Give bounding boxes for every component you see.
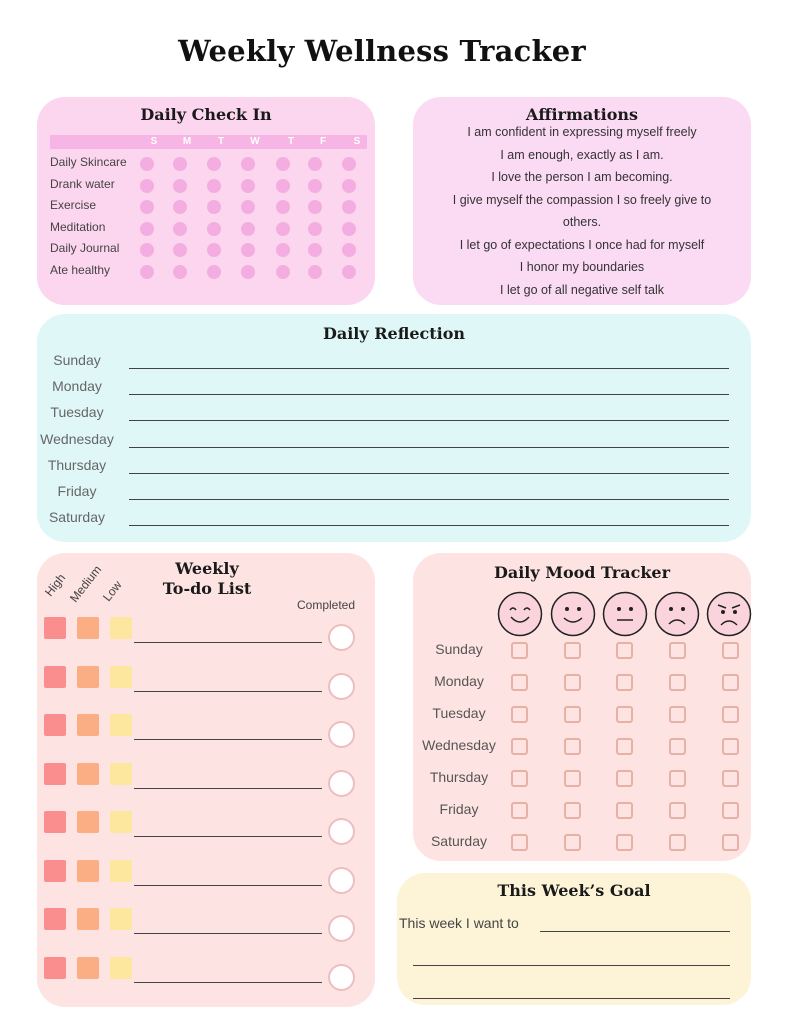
habit-check-dot[interactable] (308, 179, 322, 193)
mood-checkbox[interactable] (616, 674, 633, 691)
completed-circle[interactable] (328, 673, 355, 700)
reflection-write-line[interactable] (129, 368, 729, 369)
habit-check-dot[interactable] (308, 222, 322, 236)
day-header-bar (50, 135, 367, 149)
habit-check-dot[interactable] (173, 157, 187, 171)
habit-check-dot[interactable] (207, 179, 221, 193)
mood-day-label: Friday (439, 801, 479, 817)
affirmations-panel (413, 97, 751, 305)
daily-mood-tracker-panel (413, 553, 751, 861)
day-letter: W (250, 136, 260, 147)
habit-check-dot[interactable] (173, 179, 187, 193)
habit-label: Drank water (50, 176, 115, 191)
goal-write-line[interactable] (413, 998, 730, 999)
completed-circle[interactable] (328, 770, 355, 797)
habit-label: Ate healthy (50, 262, 111, 277)
mood-checkbox[interactable] (564, 770, 581, 787)
sad-face-icon (654, 591, 700, 637)
priority-box-high[interactable] (44, 811, 66, 833)
priority-label-high: High (41, 570, 69, 599)
habit-check-dot[interactable] (207, 157, 221, 171)
todo-write-line[interactable] (134, 739, 322, 740)
mood-checkbox[interactable] (616, 770, 633, 787)
day-letter: S (353, 136, 361, 147)
mood-checkbox[interactable] (564, 642, 581, 659)
reflection-write-line[interactable] (129, 525, 729, 526)
reflection-day-label: Thursday (47, 456, 107, 473)
mood-checkbox[interactable] (564, 706, 581, 723)
completed-circle[interactable] (328, 915, 355, 942)
weekly-goal-title: This Week’s Goal (497, 881, 651, 900)
mood-checkbox[interactable] (722, 642, 739, 659)
todo-write-line[interactable] (134, 691, 322, 692)
affirmation-line: I am enough, exactly as I am. (500, 147, 664, 162)
happy-face-icon (550, 591, 596, 637)
reflection-write-line[interactable] (129, 394, 729, 395)
priority-box-low[interactable] (110, 957, 132, 979)
mood-checkbox[interactable] (616, 642, 633, 659)
habit-check-dot[interactable] (241, 179, 255, 193)
habit-check-dot[interactable] (140, 243, 154, 257)
mood-tracker-title: Daily Mood Tracker (493, 563, 671, 582)
priority-box-low[interactable] (110, 714, 132, 736)
completed-circle[interactable] (328, 818, 355, 845)
priority-box-high[interactable] (44, 908, 66, 930)
completed-label: Completed (297, 598, 356, 612)
habit-check-dot[interactable] (173, 200, 187, 214)
goal-prompt: This week I want to (399, 915, 519, 931)
day-letter: F (319, 136, 327, 147)
mood-checkbox[interactable] (669, 738, 686, 755)
mood-day-label: Wednesday (422, 737, 496, 753)
priority-box-medium[interactable] (77, 714, 99, 736)
mood-checkbox[interactable] (564, 738, 581, 755)
completed-circle[interactable] (328, 624, 355, 651)
habit-check-dot[interactable] (342, 179, 356, 193)
priority-box-low[interactable] (110, 860, 132, 882)
mood-checkbox[interactable] (616, 802, 633, 819)
habit-check-dot[interactable] (342, 157, 356, 171)
habit-check-dot[interactable] (173, 243, 187, 257)
mood-checkbox[interactable] (722, 802, 739, 819)
priority-box-medium[interactable] (77, 617, 99, 639)
mood-checkbox[interactable] (722, 674, 739, 691)
mood-checkbox[interactable] (669, 706, 686, 723)
reflection-write-line[interactable] (129, 499, 729, 500)
weekly-goal-panel (397, 873, 751, 1005)
habit-check-dot[interactable] (140, 265, 154, 279)
mood-checkbox[interactable] (722, 834, 739, 851)
mood-checkbox[interactable] (511, 802, 528, 819)
habit-check-dot[interactable] (276, 200, 290, 214)
mood-checkbox[interactable] (669, 642, 686, 659)
mood-checkbox[interactable] (511, 834, 528, 851)
mood-checkbox[interactable] (669, 770, 686, 787)
habit-check-dot[interactable] (276, 243, 290, 257)
completed-circle[interactable] (328, 721, 355, 748)
affirmations-title: Affirmations (525, 105, 639, 124)
todo-write-line[interactable] (134, 788, 322, 789)
habit-check-dot[interactable] (241, 265, 255, 279)
priority-box-high[interactable] (44, 666, 66, 688)
smile-face-icon (497, 591, 543, 637)
weekly-todo-panel (37, 553, 375, 1007)
habit-label: Daily Skincare (50, 155, 127, 169)
habit-check-dot[interactable] (207, 243, 221, 257)
completed-circle[interactable] (328, 867, 355, 894)
priority-box-low[interactable] (110, 666, 132, 688)
mood-checkbox[interactable] (511, 706, 528, 723)
priority-box-high[interactable] (44, 957, 66, 979)
habit-check-dot[interactable] (342, 222, 356, 236)
habit-check-dot[interactable] (140, 222, 154, 236)
habit-check-dot[interactable] (308, 243, 322, 257)
mood-checkbox[interactable] (669, 834, 686, 851)
habit-check-dot[interactable] (276, 157, 290, 171)
mood-checkbox[interactable] (616, 738, 633, 755)
priority-box-high[interactable] (44, 617, 66, 639)
reflection-write-line[interactable] (129, 420, 729, 421)
mood-checkbox[interactable] (616, 834, 633, 851)
mood-checkbox[interactable] (722, 706, 739, 723)
todo-write-line[interactable] (134, 642, 322, 643)
priority-box-high[interactable] (44, 860, 66, 882)
day-letter: T (287, 136, 295, 147)
mood-checkbox[interactable] (511, 738, 528, 755)
reflection-day-label: Wednesday (40, 430, 114, 447)
affirmation-line: I honor my boundaries (519, 260, 645, 274)
habit-check-dot[interactable] (207, 265, 221, 279)
habit-check-dot[interactable] (276, 222, 290, 236)
affirmation-line: I love the person I am becoming. (491, 170, 673, 184)
affirmation-line: I let go of expectations I once had for myself (459, 237, 705, 252)
mood-checkbox[interactable] (669, 674, 686, 691)
priority-box-low[interactable] (110, 811, 132, 833)
mood-day-label: Tuesday (432, 705, 486, 721)
habit-check-dot[interactable] (342, 200, 356, 214)
reflection-day-label: Friday (57, 483, 97, 499)
mood-day-label: Monday (434, 673, 484, 689)
priority-box-high[interactable] (44, 714, 66, 736)
completed-circle[interactable] (328, 964, 355, 991)
reflection-day-label: Sunday (53, 352, 101, 368)
habit-check-dot[interactable] (276, 179, 290, 193)
mood-checkbox[interactable] (564, 834, 581, 851)
habit-check-dot[interactable] (207, 200, 221, 214)
habit-check-dot[interactable] (241, 200, 255, 214)
day-letter: T (217, 136, 225, 147)
mood-checkbox[interactable] (669, 802, 686, 819)
affirmation-line: I give myself the compassion I so freely give to (452, 192, 712, 207)
reflection-day-label: Saturday (48, 509, 106, 526)
mood-day-label: Saturday (430, 833, 488, 849)
neutral-face-icon (602, 591, 648, 637)
habit-check-dot[interactable] (140, 179, 154, 193)
todo-write-line[interactable] (134, 982, 322, 983)
goal-write-line[interactable] (413, 965, 730, 966)
habit-check-dot[interactable] (140, 200, 154, 214)
habit-check-dot[interactable] (276, 265, 290, 279)
reflection-write-line[interactable] (129, 473, 729, 474)
priority-box-medium[interactable] (77, 957, 99, 979)
angry-face-icon (706, 591, 752, 637)
habit-check-dot[interactable] (173, 222, 187, 236)
habit-check-dot[interactable] (308, 157, 322, 171)
todo-write-line[interactable] (134, 933, 322, 934)
daily-check-in-panel (37, 97, 375, 305)
reflection-day-label: Tuesday (50, 404, 104, 421)
habit-check-dot[interactable] (241, 222, 255, 236)
daily-reflection-title: Daily Reflection (322, 324, 466, 343)
mood-checkbox[interactable] (616, 706, 633, 723)
priority-box-high[interactable] (44, 763, 66, 785)
affirmation-line: I am confident in expressing myself freely (467, 125, 697, 139)
mood-checkbox[interactable] (511, 642, 528, 659)
priority-box-medium[interactable] (77, 811, 99, 833)
daily-check-in-title: Daily Check In (140, 105, 272, 124)
priority-box-low[interactable] (110, 763, 132, 785)
priority-label-medium: Medium (66, 562, 105, 605)
priority-box-low[interactable] (110, 908, 132, 930)
priority-box-medium[interactable] (77, 908, 99, 930)
habit-check-dot[interactable] (342, 265, 356, 279)
habit-label: Exercise (50, 198, 97, 212)
habit-check-dot[interactable] (308, 200, 322, 214)
priority-box-medium[interactable] (77, 666, 99, 688)
habit-check-dot[interactable] (173, 265, 187, 279)
priority-box-medium[interactable] (77, 763, 99, 785)
habit-check-dot[interactable] (241, 157, 255, 171)
priority-box-medium[interactable] (77, 860, 99, 882)
mood-day-label: Thursday (429, 769, 489, 785)
goal-write-line[interactable] (540, 931, 730, 932)
habit-check-dot[interactable] (241, 243, 255, 257)
mood-checkbox[interactable] (564, 674, 581, 691)
habit-check-dot[interactable] (308, 265, 322, 279)
habit-check-dot[interactable] (140, 157, 154, 171)
todo-write-line[interactable] (134, 836, 322, 837)
mood-checkbox[interactable] (511, 674, 528, 691)
mood-checkbox[interactable] (564, 802, 581, 819)
affirmation-line: I let go of all negative self talk (500, 282, 664, 297)
reflection-day-label: Monday (52, 378, 102, 395)
day-letter: S (150, 136, 158, 147)
todo-title-line2: To-do List (162, 579, 252, 598)
mood-day-label: Sunday (435, 641, 483, 657)
habit-check-dot[interactable] (342, 243, 356, 257)
mood-checkbox[interactable] (722, 770, 739, 787)
day-letter: M (182, 136, 192, 147)
priority-label-low: Low (99, 578, 125, 604)
habit-label: Daily Journal (50, 241, 120, 255)
mood-checkbox[interactable] (511, 770, 528, 787)
page-title: Weekly Wellness Tracker (178, 34, 586, 68)
affirmation-line: others. (562, 215, 602, 229)
mood-checkbox[interactable] (722, 738, 739, 755)
habit-label: Meditation (50, 219, 106, 234)
habit-check-dot[interactable] (207, 222, 221, 236)
daily-reflection-panel (37, 314, 751, 542)
reflection-write-line[interactable] (129, 447, 729, 448)
todo-title-line1: Weekly (175, 559, 239, 578)
priority-box-low[interactable] (110, 617, 132, 639)
todo-write-line[interactable] (134, 885, 322, 886)
